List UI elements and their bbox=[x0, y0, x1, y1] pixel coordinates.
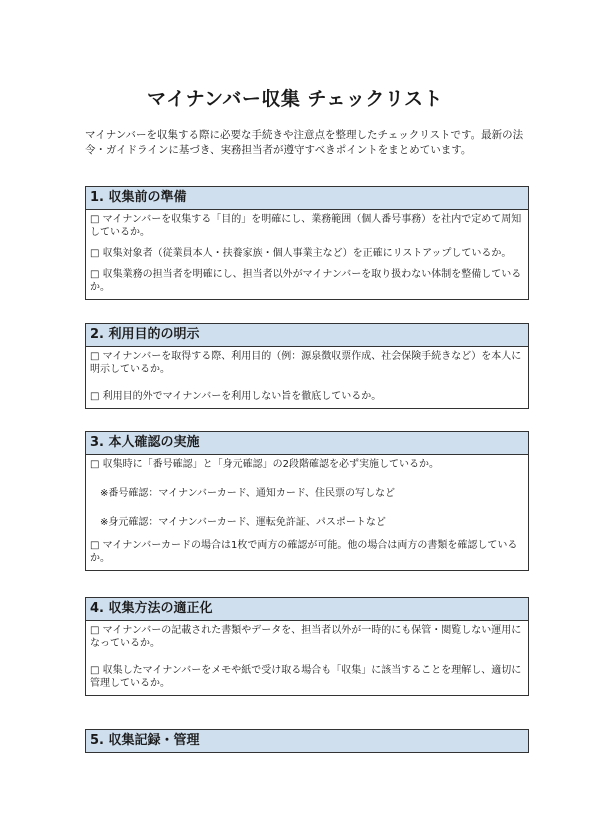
section-preparation bbox=[85, 186, 529, 300]
checklist-item: □ マイナンバーの記載された書類やデータを、担当者以外が一時的にも保管・閲覧しない運用になっているか。 bbox=[90, 625, 522, 649]
note-identity-check: ※身元確認：マイナンバーカード、運転免許証、パスポートなど bbox=[100, 517, 386, 528]
section-identity-check bbox=[85, 431, 529, 571]
section-heading: 4. 収集方法の適正化 bbox=[86, 598, 528, 621]
section-heading: 5. 収集記録・管理 bbox=[86, 730, 528, 752]
section-collection-method bbox=[85, 597, 529, 696]
section-heading: 3. 本人確認の実施 bbox=[86, 432, 528, 455]
checklist-item: □ 収集対象者（従業員本人・扶養家族・個人事業主など）を正確にリストアップしているか。 bbox=[90, 248, 512, 259]
checklist-item: □ マイナンバーを取得する際、利用目的（例：源泉徴収票作成、社会保険手続きなど）を本人に明示しているか。 bbox=[90, 351, 522, 375]
checklist-item: □ マイナンバーを収集する「目的」を明確にし、業務範囲（個人番号事務）を社内で定めて周知しているか。 bbox=[90, 214, 522, 238]
checklist-item: □ 収集時に「番号確認」と「身元確認」の2段階確認を必ず実施しているか。 bbox=[90, 459, 439, 470]
section-records bbox=[85, 729, 529, 753]
section-body bbox=[86, 347, 528, 408]
section-body bbox=[86, 621, 528, 695]
section-body bbox=[86, 455, 528, 570]
section-heading: 1. 収集前の準備 bbox=[86, 187, 528, 210]
section-body bbox=[86, 210, 528, 299]
section-heading: 2. 利用目的の明示 bbox=[86, 324, 528, 347]
checklist-item: □ 収集したマイナンバーをメモや紙で受け取る場合も「収集」に該当することを理解し、適切に管理しているか。 bbox=[90, 665, 522, 689]
checklist-item: □ マイナンバーカードの場合は1枚で両方の確認が可能。他の場合は両方の書類を確認しているか。 bbox=[90, 540, 518, 564]
note-number-check: ※番号確認：マイナンバーカード、通知カード、住民票の写しなど bbox=[100, 488, 395, 499]
section-purpose bbox=[85, 323, 529, 409]
checklist-item: □ 利用目的外でマイナンバーを利用しない旨を徹底しているか。 bbox=[90, 391, 382, 402]
page-title: マイナンバー収集 チェックリスト bbox=[146, 88, 443, 110]
intro-text: マイナンバーを収集する際に必要な手続きや注意点を整理したチェックリストです。最新の法令・ガイドラインに基づき、実務担当者が遵守すべきポイントをまとめています。 bbox=[85, 129, 524, 156]
checklist-item: □ 収集業務の担当者を明確にし、担当者以外がマイナンバーを取り扱わない体制を整備しているか。 bbox=[90, 269, 522, 293]
